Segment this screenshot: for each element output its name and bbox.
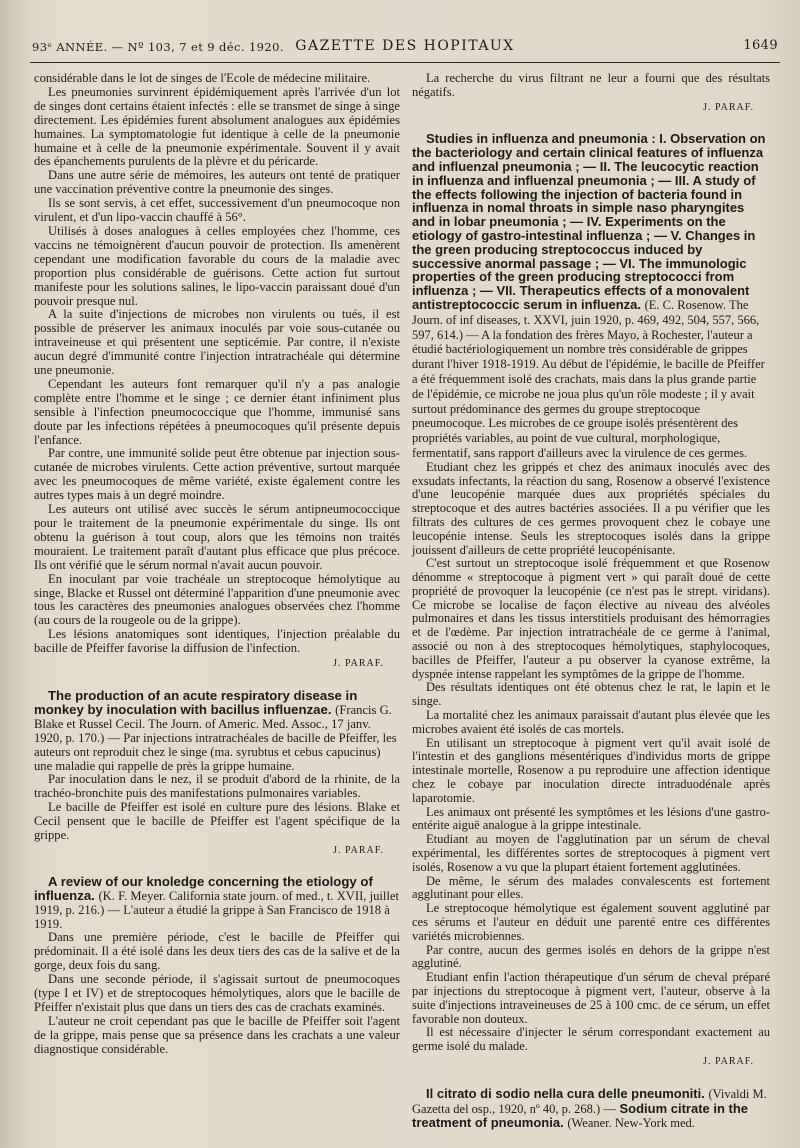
article-title-text: The production of an acute respiratory disease in monkey by inoculation with bacillus influenzae. bbox=[34, 687, 358, 717]
paragraph: Ils se sont servis, à cet effet, successivement d'un pneumocoque non virulent, et d'un lipo-vaccin chauffé à 56°. bbox=[34, 196, 400, 225]
article-title bbox=[412, 1087, 770, 1131]
article-reference: (Weaner. New-York med. bbox=[567, 1116, 695, 1131]
paragraph: Les pneumonies survinrent épidémiquement après l'arrivée d'un lot de singes dont certains étaient infectés : elle se transmet de singe à singe directement. Les épidémies furent absolument analogues aux épidémies humaines. La symptomatologie fut identique à celle de la pneumonie humaine et à celle de la pneumonie expérimentale. Souvent il y avait des épanchements purulents de la plèvre et du péricarde. bbox=[34, 84, 400, 169]
article-reference: (K. F. Meyer. California state journ. of med., t. XVII, juillet 1919, p. 216.) — L'auteur a étudié la grippe à San Francisco de 1918 à 1919. bbox=[34, 889, 399, 932]
paragraph: Par inoculation dans le nez, il se produit d'abord de la rhinite, de la trachéo-bronchite puis des manifestations pulmonaires variables. bbox=[34, 771, 400, 800]
paragraph: Le bacille de Pfeiffer est isolé en culture pure des lésions. Blake et Cecil pensent que le bacille de Pfeiffer est l'agent spécifique de la grippe. bbox=[34, 799, 400, 842]
header-rule bbox=[30, 62, 780, 63]
paragraph: Cependant les auteurs font remarquer qu'il n'y a pas analogie complète entre l'homme et le singe ; ce dernier étant infiniment plus sensible à l'infection pneumococcique que l'homme, immunisé sans doute par les infections répétées à pneumocoques qu'il présente depuis l'enfance. bbox=[34, 376, 400, 447]
paragraph: C'est surtout un streptocoque isolé fréquemment et que Rosenow dénomme « streptocoque à pigment vert » qui paraît doué de cette propriété de provoquer la leucopénie (ce n'est pas le strept. viridans). Ce microbe se localise de façon élective au niveau des alvéoles pulmonaires et dans les tissus interstitiels produisant des hémorragies et de l'œdème. Par injection intratrachéale de ce germe à l'animal, associé ou non à des streptocoques hémolytiques, staphylocoques, bacilles de Pfeiffer, l'auteur a pu observer la cyanose extrême, la dyspnée intense rappelant les symptômes de la grippe de l'homme. bbox=[412, 556, 770, 681]
paragraph: L'auteur ne croit cependant pas que le bacille de Pfeiffer soit l'agent de la grippe, mais pense que sa présence dans les crachats a une valeur diagnostique considérable. bbox=[34, 1013, 400, 1056]
article-title-text: A review of our knoledge concerning the etiology of influenza. bbox=[34, 874, 373, 904]
paragraph: Etudiant chez les grippés et chez des animaux inoculés avec des exsudats infectants, la réaction du sang, Rosenow a observé l'existence d'une leucopénie marquée dues aux propriétés spéciales du streptocoque et des autres bactéries associées. Il a pu vérifier que les filtrats des cultures de ces germes provoquent chez le cobaye une leucopénie intense. Seuls les streptocoques isolés dans la grippe jouissent d'ailleurs de cette propriété leucopénisante. bbox=[412, 459, 770, 557]
paragraph: En utilisant un streptocoque à pigment vert qu'il avait isolé de l'intestin et des ganglions mésentériques d'individus morts de grippe intestinale mortelle, Rosenow a pu reproduire une affection identique chez le cobaye par inoculation directe intraduodénale après laparotomie. bbox=[412, 735, 770, 805]
paragraph: Il est nécessaire d'injecter le sérum correspondant exactement au germe isolé du malade. bbox=[412, 1025, 770, 1054]
paragraph: Dans une autre série de mémoires, les auteurs ont tenté de pratiquer une vaccination préventive contre la pneumonie des singes. bbox=[34, 168, 400, 197]
paragraph: Dans une première période, c'est le bacille de Pfeiffer qui prédominait. Il a été isolé dans les deux tiers des cas de la salive et de la gorge, deux fois du sang. bbox=[34, 930, 400, 973]
article-reference: (Vivaldi M. Gazetta del osp., 1920, nº 40, p. 268.) — bbox=[412, 1086, 767, 1116]
paragraph: Par contre, aucun des germes isolés en dehors de la grippe n'est agglutiné. bbox=[412, 942, 770, 971]
paragraph: considérable dans le lot de singes de l'Ecole de médecine militaire. bbox=[34, 71, 371, 85]
paragraph: Etudiant au moyen de l'agglutination par un sérum de cheval expérimental, les différentes sortes de streptocoques à pigment vert isolés, Rosenow a vu que la plupart étaient fortement agglutinées. bbox=[412, 832, 770, 874]
article-reference: (E. C. Rosenow. The Journ. of inf diseases, t. XXVI, juin 1920, p. 469, 492, 504, 557, 566, 597, 614.) — A la fondation des frères Mayo, à Rochester, l'auteur a étudié bactériologiquement un nombre très considérable de grippes durant l'hiver 1918-1919. Au début de l'épidémie, le bacille de Pfeiffer a été fréquemment isolé des crachats, mais dans la plus grande partie de l'épidémie, ce microbe ne joua plus qu'un rôle modeste ; il y avait surtout prédominance des germes du groupe streptocoque pneumocoque. Les microbes de ce groupe isolés présentèrent des propriétés variables, au point de vue cultural, morphologique, fermentatif, sans rapport d'ailleurs avec la virulence de ces germes. bbox=[412, 297, 765, 460]
article-title-text: Il citrato di sodio nella cura delle pneumoniti. bbox=[426, 1085, 705, 1101]
author-signature: J. PARAF. bbox=[333, 658, 384, 670]
paragraph: Par contre, une immunité solide peut être obtenue par injection sous-cutanée de microbes virulents. Cette action préventive, surtout marquée avec les pneumocoques de même variété, existe également contre les autres types mais à un degré moindre. bbox=[34, 446, 400, 503]
page-number: 1649 bbox=[743, 38, 778, 53]
page-header bbox=[32, 36, 778, 58]
paragraph: Les animaux ont présenté les symptômes et les lésions d'une gastro-entérite aiguë analogue à la grippe intestinale. bbox=[412, 804, 770, 833]
author-signature: J. PARAF. bbox=[703, 101, 754, 113]
paragraph: En inoculant par voie trachéale un streptocoque hémolytique au singe, Blacke et Russel ont déterminé l'apparition d'une pneumonie avec tous les caractères des pneumonies analogues observées chez l'homme (au cours de la rougeole ou de la grippe). bbox=[34, 571, 400, 628]
paragraph: Les lésions anatomiques sont identiques, l'injection préalable du bacille de Pfeiffer favorise la diffusion de l'infection. bbox=[34, 627, 400, 656]
paragraph: La recherche du virus filtrant ne leur a fourni que des résultats négatifs. bbox=[412, 71, 770, 99]
author-signature: J. PARAF. bbox=[333, 844, 384, 856]
journal-title: GAZETTE DES HOPITAUX bbox=[295, 38, 515, 54]
issue-line: 93ᵉ ANNÉE. — Nº 103, 7 et 9 déc. 1920. bbox=[32, 40, 284, 54]
paragraph: Le streptocoque hémolytique est également souvent agglutiné par ces sérums et l'auteur en déduit une parenté entre ces différentes variétés microbiennes. bbox=[412, 901, 770, 943]
paragraph: Les auteurs ont utilisé avec succès le sérum antipneumococcique pour le traitement de la pneumonie expérimentale du singe. Ils ont obtenu la guérison à tout coup, alors que les témoins non traités mouraient. Le traitement paraît d'autant plus efficace que plus précoce. Ils ont vérifié que le sérum normal n'avait aucun pouvoir. bbox=[34, 502, 400, 572]
article-title bbox=[34, 875, 400, 931]
left-column bbox=[34, 72, 400, 1057]
article-reference: (Francis G. Blake et Russel Cecil. The Journ. of Americ. Med. Assoc., 17 janv. 1920, p. 170.) — Par injections intratrachéales de bacille de Pfeiffer, les auteurs ont reproduit chez le singe (ma. syrubtus et cebus capucinus) une maladie qui rappelle de près la grippe humaine. bbox=[34, 702, 397, 773]
author-signature: J. PARAF. bbox=[703, 1055, 754, 1067]
article-title bbox=[34, 689, 400, 773]
article-title-text: Sodium citrate in the treatment of pneumonia. bbox=[412, 1100, 749, 1131]
paragraph: A la suite d'injections de microbes non virulents ou tués, il est possible de préserver les animaux inoculés par voie sous-cutanée ou intraveineuse et qui présentent une septicémie. Par contre, il n'existe aucun degré d'immunité contre l'injection intratrachéale qui détermine une pneumonie. bbox=[34, 307, 400, 378]
article-title-text: Studies in influenza and pneumonia : I. Observation on the bacteriology and certain clinical features of influenza and influenzal pneumonia ; — II. The leucocytic reaction in influenza and influenzal pneumonia ; — III. A study of the effects following the injection of bacteria found in influenza in nomal throats in simple naso pharyngites and in lobar pneumonia ; — IV. Experiments on the etiology of gastro-intestinal influenza ; — V. Changes in the green producing streptococcus induced by successive anormal passage ; — VI. The immunologic properties of the green producing streptococci from influenza ; — VII. Therapeutics effects of a monovalent antistreptococcic serum in influenza. bbox=[412, 131, 766, 312]
paragraph: Des résultats identiques ont été obtenus chez le rat, le lapin et le singe. bbox=[412, 680, 770, 709]
right-column bbox=[412, 72, 770, 1131]
paragraph: Dans une seconde période, il s'agissait surtout de pneumocoques (type I et IV) et de streptocoques hémolytiques, alors que le bacille de Pfeiffer n'existait plus que dans un tiers des cas de crachats examinés. bbox=[34, 972, 400, 1014]
paragraph: La mortalité chez les animaux paraissait d'autant plus élevée que les microbes avaient été isolés de cas mortels. bbox=[412, 708, 770, 736]
paragraph: Utilisés à doses analogues à celles employées chez l'homme, ces vaccins ne témoignèrent d'aucun pouvoir de protection. Ils amenèrent cependant une modification favorable du cours de la maladie avec proportion plus considérable de guérisons. Cette action fut surtout manifeste pour les solutions salines, le lipo-vaccin paraissant doué d'un pouvoir presque nul. bbox=[34, 223, 400, 308]
paragraph: De même, le sérum des malades convalescents est fortement agglutinant pour elles. bbox=[412, 873, 770, 902]
paragraph: Etudiant enfin l'action thérapeutique d'un sérum de cheval préparé par injections du streptocoque à pigment vert, l'auteur, observe à la suite d'injections intraveineuses de 25 à 100 cmc. de ce sérum, un effet favorable non douteux. bbox=[412, 970, 770, 1026]
article-title bbox=[412, 132, 770, 460]
